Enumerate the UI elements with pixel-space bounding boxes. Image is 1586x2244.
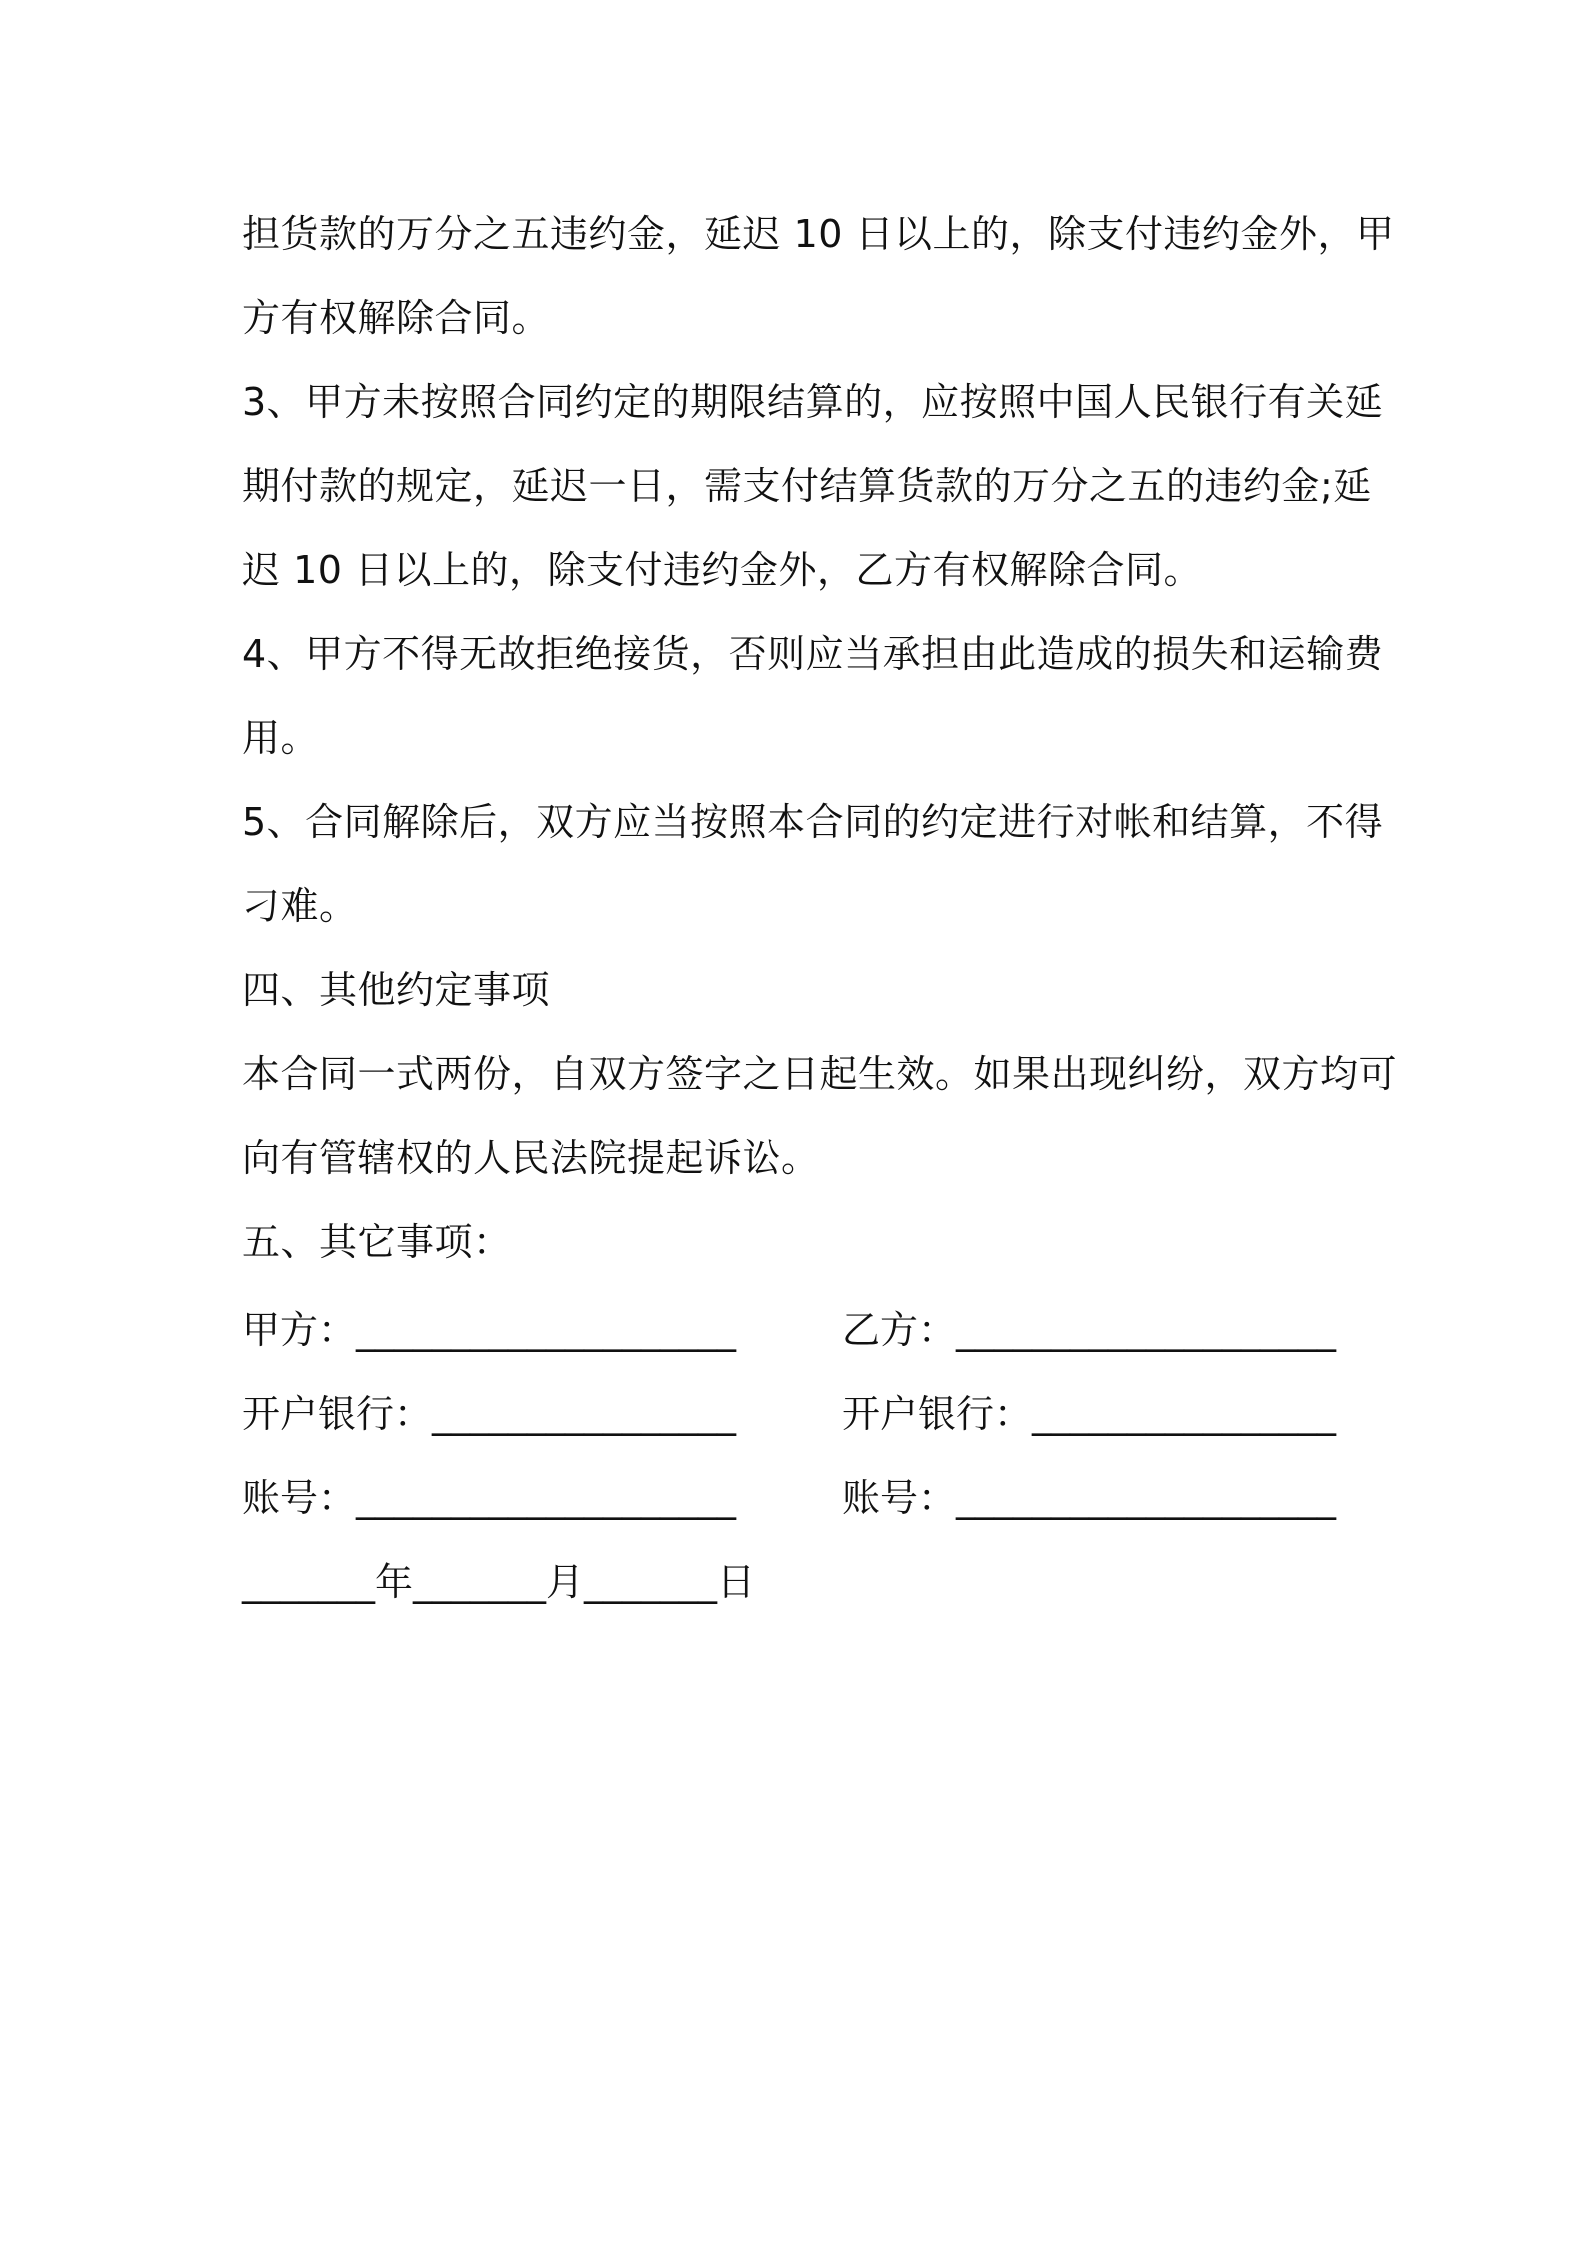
clause-4-line-1: 4、甲方不得无故拒绝接货，否则应当承担由此造成的损失和运输费 — [242, 632, 1384, 676]
signature-row-account — [242, 1452, 1360, 1536]
account-b-field: 账号：____________________ — [842, 1475, 1337, 1520]
section-4-line-2: 向有管辖权的人民法院提起诉讼。 — [242, 1136, 820, 1180]
section-4-line-1: 本合同一式两份，自双方签字之日起生效。如果出现纠纷，双方均可 — [242, 1052, 1398, 1096]
date-field: _______年_______月_______日 — [242, 1559, 756, 1604]
clause-5-line-1: 5、合同解除后，双方应当按照本合同的约定进行对帐和结算，不得 — [242, 800, 1384, 844]
bank-b-field: 开户银行：________________ — [842, 1391, 1337, 1436]
document-body — [242, 192, 1398, 1620]
signature-row-bank — [242, 1368, 1360, 1452]
party-b-field: 乙方：____________________ — [842, 1307, 1337, 1352]
party-a-field: 甲方：____________________ — [242, 1307, 737, 1352]
text-line-1: 担货款的万分之五违约金，延迟 10 日以上的，除支付违约金外，甲 — [242, 212, 1395, 256]
section-5-heading: 五、其它事项： — [242, 1220, 512, 1264]
text-line-2: 方有权解除合同。 — [242, 296, 551, 340]
clause-4-line-2: 用。 — [242, 716, 320, 760]
clause-3-line-1: 3、甲方未按照合同约定的期限结算的，应按照中国人民银行有关延 — [242, 380, 1384, 424]
clause-3-line-2: 期付款的规定，延迟一日，需支付结算货款的万分之五的违约金;延 — [242, 464, 1372, 508]
account-a-field: 账号：____________________ — [242, 1475, 737, 1520]
signature-row-party — [242, 1284, 1360, 1368]
clause-3-line-3: 迟 10 日以上的，除支付违约金外，乙方有权解除合同。 — [242, 548, 1203, 592]
section-4-heading: 四、其他约定事项 — [242, 968, 551, 1012]
signature-row-date — [242, 1536, 1360, 1620]
clause-5-line-2: 刁难。 — [242, 884, 358, 928]
bank-a-field: 开户银行：________________ — [242, 1391, 737, 1436]
